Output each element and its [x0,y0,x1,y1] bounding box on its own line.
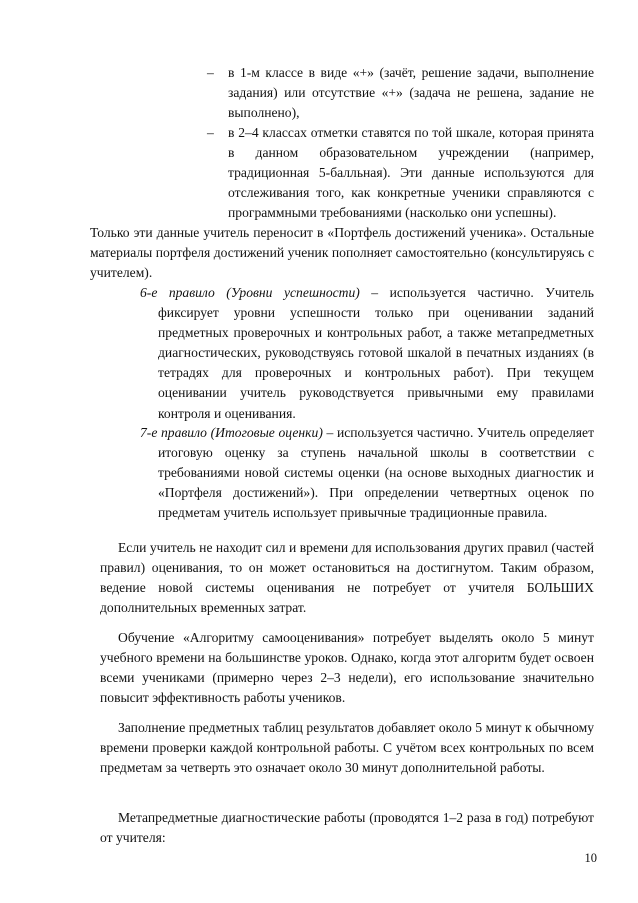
paragraph-if-no-time: Если учитель не находит сил и времени для использования других правил (частей правил) оценивания, то он может остановиться на достигнутом. Таким образом, ведение новой системы оценивания не потребует от учителя БОЛЬШИХ дополнительных временных затрат. [100,540,594,616]
paragraph-portfolio-transfer: Только эти данные учитель переносит в «Портфель достижений ученика». Остальные материалы портфеля достижений ученик пополняет самостоятельно (консультируясь с учителем). [90,225,594,281]
paragraph-subject-tables: Заполнение предметных таблиц результатов добавляет около 5 минут к обычному времени проверки каждой контрольной работы. С учётом всех контрольных по всем предметам за четверть это означает около 30 минут дополнительной работы. [100,720,594,776]
list-dash: – [207,65,214,80]
list-item-grades2-4: в 2–4 классах отметки ставятся по той шкале, которая принята в данном образовательном учреждении (например, традиционная 5-балльная). Эти данные используются для отслеживания того, как конкретные ученики справляются с программными требованиями (насколько они успешны). [228,125,594,221]
rule-7-text: – используется частично. Учитель определяет итоговую оценку за ступень начальной школы в соответствии с требованиями новой системы оценки (на основе выходных диагностик и «Портфеля достижений»). При определении четвертных оценок по предметам учитель использует привычные традиционные правила. [158,425,595,521]
rule-6-title: 6-е правило (Уровни успешности) [140,285,360,300]
page-number: 10 [584,851,597,865]
rule-7-title: 7-е правило (Итоговые оценки) [140,425,323,440]
rule-6-paragraph [140,283,594,424]
paragraph-self-assessment: Обучение «Алгоритму самооценивания» потребует выделять около 5 минут учебного времени на большинстве уроков. Однако, когда этот алгоритм будет освоен всеми учениками (примерно через 2–3 недели), его использование значительно повысит эффективность работы учеников. [100,630,594,706]
rule-6-text: – используется частично. Учитель фиксирует уровни успешности только при оценивании заданий предметных проверочных и контрольных работ, а также метапредметных диагностических, руководствуясь готовой шкалой в печатных изданиях (в тетрадях для проверочных и контрольных работ). При текущем оценивании учитель руководствуется привычными ему правилами контроля и оценивания. [158,285,594,421]
paragraph-metasubject-diagnostics: Метапредметные диагностические работы (проводятся 1–2 раза в год) потребуют от учителя: [100,810,594,846]
list-item-grade1: в 1-м классе в виде «+» (зачёт, решение задачи, выполнение задания) или отсутствие «+» (задача не решена, задание не выполнено), [228,65,594,121]
list-dash: – [207,125,214,140]
rule-7-paragraph [140,423,595,523]
